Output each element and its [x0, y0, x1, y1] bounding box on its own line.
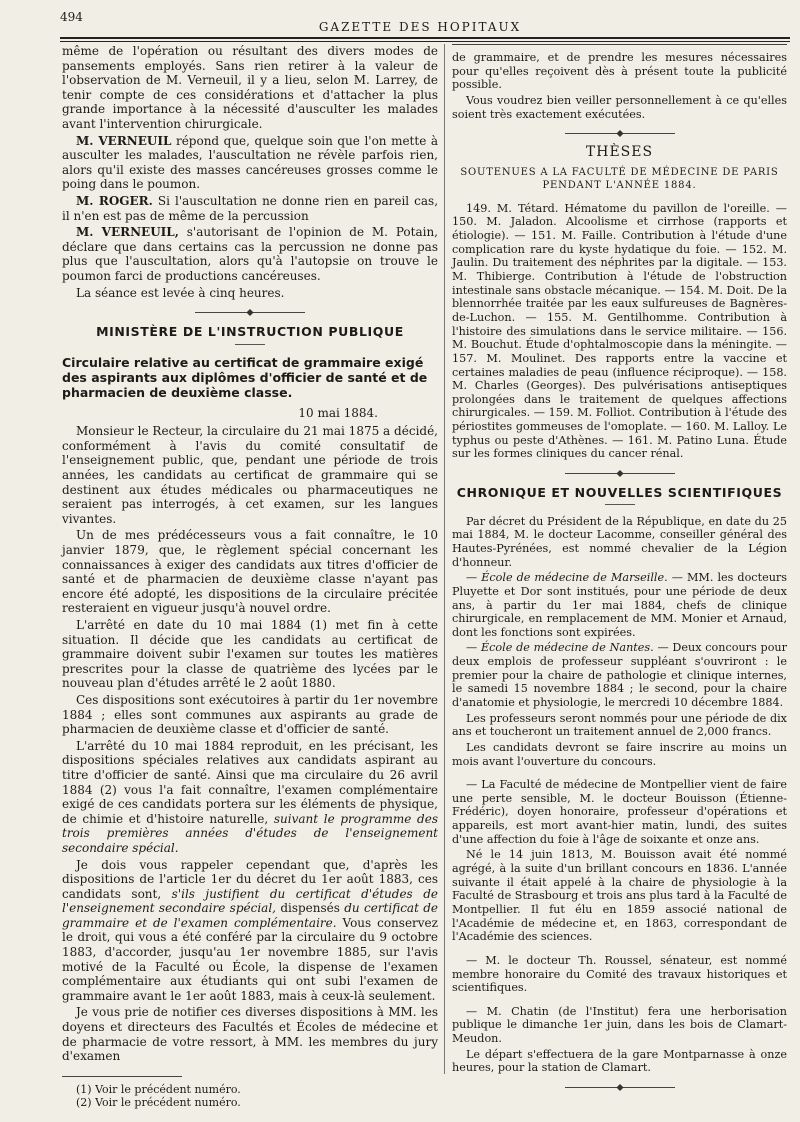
paragraph-text: Je dois vous rappeler cependant que, d'après les dispositions de l'article 1er du décret du 1er août 1883, ces candidats sont,: [62, 857, 438, 901]
section-divider: [195, 312, 305, 313]
paragraph: Le départ s'effectuera de la gare Montparnasse à onze heures, pour la station de Clamart.: [452, 1047, 787, 1075]
paragraph: [62, 194, 438, 223]
paragraph: Né le 14 juin 1813, M. Bouisson avait été nommé agrégé, à la suite d'un brillant concours en 1836. L'année suivante il était appelé à la chaire de physiologie à la Faculté de Strasbourg et trois ans plus tard à la Faculté de Montpellier. Il fut élu en 1859 associé national de l'Académie de médecine et, en 1863, correspondant de l'Académie des sciences.: [452, 848, 787, 944]
paragraph: Par décret du Président de la République, en date du 25 mai 1884, M. le docteur Lacomme, conseiller général des Hautes-Pyrénées, est nommé chevalier de la Légion d'honneur.: [452, 514, 787, 569]
spacer: [452, 997, 787, 1005]
paragraph-text: dispensés: [276, 901, 345, 916]
paragraph: La séance est levée à cinq heures.: [76, 285, 285, 300]
right-column: [452, 44, 787, 1100]
footnote: (1) Voir le précédent numéro.: [76, 1082, 241, 1096]
emphasis-text: École de médecine de Nantes.: [480, 641, 654, 655]
section-subheading: SOUTENUES A LA FACULTÉ DE MÉDECINE DE PARIS PENDANT L'ANNÉE 1884.: [460, 166, 779, 191]
paragraph: [62, 858, 438, 1004]
short-rule: [235, 344, 265, 345]
top-rule: [452, 44, 787, 45]
paragraph: même de l'opération ou résultant des divers modes de pansements employés. Sans rien retirer à la valeur de l'observation de M. Verneuil, il y a lieu, selon M. Larrey, de tenir compte de ces considérations et d'attacher la plus grande importance à la nécessité d'ausculter les malades avant l'intervention chirurgicale.: [62, 44, 438, 131]
paragraph-text: Si l'auscultation ne donne rien en pareil cas, il n'en est pas de même de la percussion: [62, 193, 439, 223]
paragraph: Je vous prie de notifier ces diverses dispositions à MM. les doyens et directeurs des Facultés et Écoles de médecine et de pharmacie de votre ressort, à MM. les membres du jury d'examen: [62, 1005, 438, 1064]
paragraph-text: — MM. les docteurs Pluyette et Dor sont institués, pour une période de deux ans, à partir du 1er mai 1884, chefs de clinique chirurgicale, en remplacement de MM. Monier et Arnaud, dont les fonctions sont expirées.: [452, 571, 787, 639]
paragraph: — École de médecine de Nantes. — Deux concours pour deux emplois de professeur suppléant s'ouvriront : le premier pour la chaire de pathologie et clinique internes, le samedi 15 novembre 1884 ; le second, pour la chaire d'anatomie et physiologie, le mercredi 10 décembre 1884.: [452, 641, 787, 709]
dateline: 10 mai 1884.: [298, 405, 378, 420]
short-rule: [605, 504, 635, 505]
page-header: [60, 6, 780, 38]
paragraph-text: L'arrêté du 10 mai 1884 reproduit, en les précisant, les dispositions spéciales relatives aux candidats aspirant au titre d'officier de santé. Ainsi que ma circulaire du 26 avril 1884 (2) vous l'a fait connaître, l'examen complémentaire exigé de ces candidats portera sur les éléments de physique, de chimie et d'histoire naturelle,: [62, 738, 438, 826]
left-column: [62, 44, 438, 1109]
speaker-name: M. VERNEUIL: [76, 133, 172, 148]
paragraph: [62, 134, 438, 192]
paragraph: [62, 739, 438, 856]
paragraph-text: Vous conservez le droit, qui vous a été conféré par la circulaire du 9 octobre 1883, d'accorder, jusqu'au 1er novembre 1885, sur l'avis motivé de la Faculté ou École, la dispense de l'examen complémentaire aux étudiants qui ont subi l'examen de grammaire avant le 1er août 1883, mais à ceux-là seulement.: [62, 915, 438, 1003]
paragraph: — M. Chatin (de l'Institut) fera une herborisation publique le dimanche 1er juin, dans les bois de Clamart-Meudon.: [452, 1004, 787, 1046]
paragraph: — La Faculté de médecine de Montpellier vient de faire une perte sensible, M. le docteur Bouisson (Étienne-Frédéric), doyen honoraire, professeur d'opérations et appareils, est mort avant-hier matin, lundi, des suites d'une affection du foie à l'âge de soixante et onze ans.: [452, 778, 787, 846]
header-rule: [60, 37, 790, 42]
paragraph: — École de médecine de Marseille. — MM. les docteurs Pluyette et Dor sont institués, pour une période de deux ans, à partir du 1er mai 1884, chefs de clinique chirurgicale, en remplacement de MM. Monier et Arnaud, dont les fonctions sont expirées.: [452, 571, 787, 639]
emphasis-text: s'ils justifient du certificat d'études de l'enseignement secondaire spécial,: [62, 886, 438, 916]
paragraph: Monsieur le Recteur, la circulaire du 21 mai 1875 a décidé, conformément à l'avis du comité consultatif de l'enseignement public, que, pendant une période de trois années, les candidats au certificat de grammaire qui se destinent aux études médicales ou pharmaceutiques ne seraient pas interrogés, à cet examen, sur les langues vivantes.: [62, 424, 438, 526]
page-number: 494: [60, 10, 83, 24]
paragraph: — M. le docteur Th. Roussel, sénateur, est nommé membre honoraire du Comité des travaux historiques et scientifiques.: [452, 953, 787, 995]
footnote-rule: [62, 1076, 182, 1077]
section-divider: [565, 1087, 675, 1088]
theses-list: 149. M. Tétard. Hématome du pavillon de l'oreille. — 150. M. Jaladon. Alcoolisme et cirrhose (rapports et étiologie). — 151. M. Faille. Contribution à l'étude d'une complication rare du kyste hydatique du foie. — 152. M. Jaulin. Du traitement des néphrites par la digitale. — 153. M. Thibierge. Contribution à l'étude de l'obstruction intestinale sans obstacle mécanique. — 154. M. Doit. De la blennorrhée traitée par les eaux sulfureuses de Bagnères-de-Luchon. — 155. M. Gentilhomme. Contribution à l'histoire des simulations dans le service militaire. — 156. M. Bouchut. Étude d'ophtalmoscopie dans la méningite. — 157. M. Moulinet. Des rapports entre la vaccine et certaines maladies de peau (influence réciproque). — 158. M. Charles (Georges). Des pulvérisations antiseptiques prolongées dans le traitement de quelques affections chirurgicales. — 159. M. Folliot. Contribution à l'étude des périostites gommeuses de l'omoplate. — 160. M. Lalloy. Le typhus ou peste d'Athènes. — 161. M. Patino Luna. Étude sur les formes cliniques du cancer rénal.: [452, 201, 787, 461]
spacer: [452, 946, 787, 954]
section-heading: CHRONIQUE ET NOUVELLES SCIENTIFIQUES: [456, 485, 783, 501]
paragraph: Vous voudrez bien veiller personnellement à ce qu'elles soient très exactement exécutées.: [452, 93, 787, 121]
paragraph: de grammaire, et de prendre les mesures nécessaires pour qu'elles reçoivent dès à présent toute la publicité possible.: [452, 51, 787, 92]
section-divider: [565, 473, 675, 474]
speaker-name: M. ROGER.: [76, 193, 153, 208]
footnote: (2) Voir le précédent numéro.: [76, 1095, 241, 1109]
speaker-name: M. VERNEUIL,: [76, 225, 179, 240]
paragraph: Les candidats devront se faire inscrire au moins un mois avant l'ouverture du concours.: [452, 740, 787, 768]
paragraph: [62, 225, 438, 283]
emphasis-text: suivant le programme des trois premières années d'études de l'enseignement secondaire spécial.: [62, 811, 438, 855]
emphasis-text: du certificat de grammaire et de l'examen complémentaire.: [62, 901, 438, 930]
paragraph: L'arrêté en date du 10 mai 1884 (1) met fin à cette situation. Il décide que les candidats au certificat de grammaire doivent subir l'examen sur toutes les matières prescrites pour la classe de quatrième des lycées par le nouveau plan d'études arrêté le 2 août 1880.: [62, 618, 438, 691]
paragraph: Un de mes prédécesseurs vous a fait connaître, le 10 janvier 1879, que, le règlement spécial concernant les connaissances à exiger des candidats aux titres d'officier de santé et de pharmacien de deuxième classe n'ayant pas encore été adopté, les dispositions de la circulaire précitée resteraient en vigueur jusqu'à nouvel ordre.: [62, 528, 438, 616]
emphasis-text: École de médecine de Marseille.: [481, 571, 668, 585]
column-separator: [444, 44, 445, 1074]
paragraph-text: répond que, quelque soin que l'on mette à ausculter les malades, l'auscultation ne révèle parfois rien, alors qu'il existe des masses cancéreuses grosses comme le poing dans le poumon.: [62, 133, 438, 192]
article-title: Circulaire relative au certificat de grammaire exigé des aspirants aux diplômes d'officier de santé et de pharmacien de deuxième classe.: [62, 354, 428, 400]
paragraph: Les professeurs seront nommés pour une période de dix ans et toucheront un traitement annuel de 2,000 francs.: [452, 711, 787, 739]
paragraph-text: — Deux concours pour deux emplois de professeur suppléant s'ouvriront : le premier pour la chaire de pathologie et clinique internes, le samedi 15 novembre 1884 ; le second, pour la chaire d'anatomie et physiologie, le mercredi 10 décembre 1884.: [452, 641, 787, 709]
section-divider: [565, 133, 675, 134]
spacer: [452, 770, 787, 778]
running-title: GAZETTE DES HOPITAUX: [318, 20, 522, 34]
paragraph: Ces dispositions sont exécutoires à partir du 1er novembre 1884 ; elles sont communes aux aspirants au grade de pharmacien de deuxième classe et d'officier de santé.: [62, 692, 438, 737]
section-heading: THÈSES: [585, 144, 654, 161]
section-heading: MINISTÈRE DE L'INSTRUCTION PUBLIQUE: [96, 324, 404, 340]
paragraph-text: s'autorisant de l'opinion de M. Potain, déclare que dans certains cas la percussion ne donne pas plus que l'auscultation, alors qu'à l'autopsie on trouve le poumon farci de productions cancéreuses.: [62, 225, 438, 283]
